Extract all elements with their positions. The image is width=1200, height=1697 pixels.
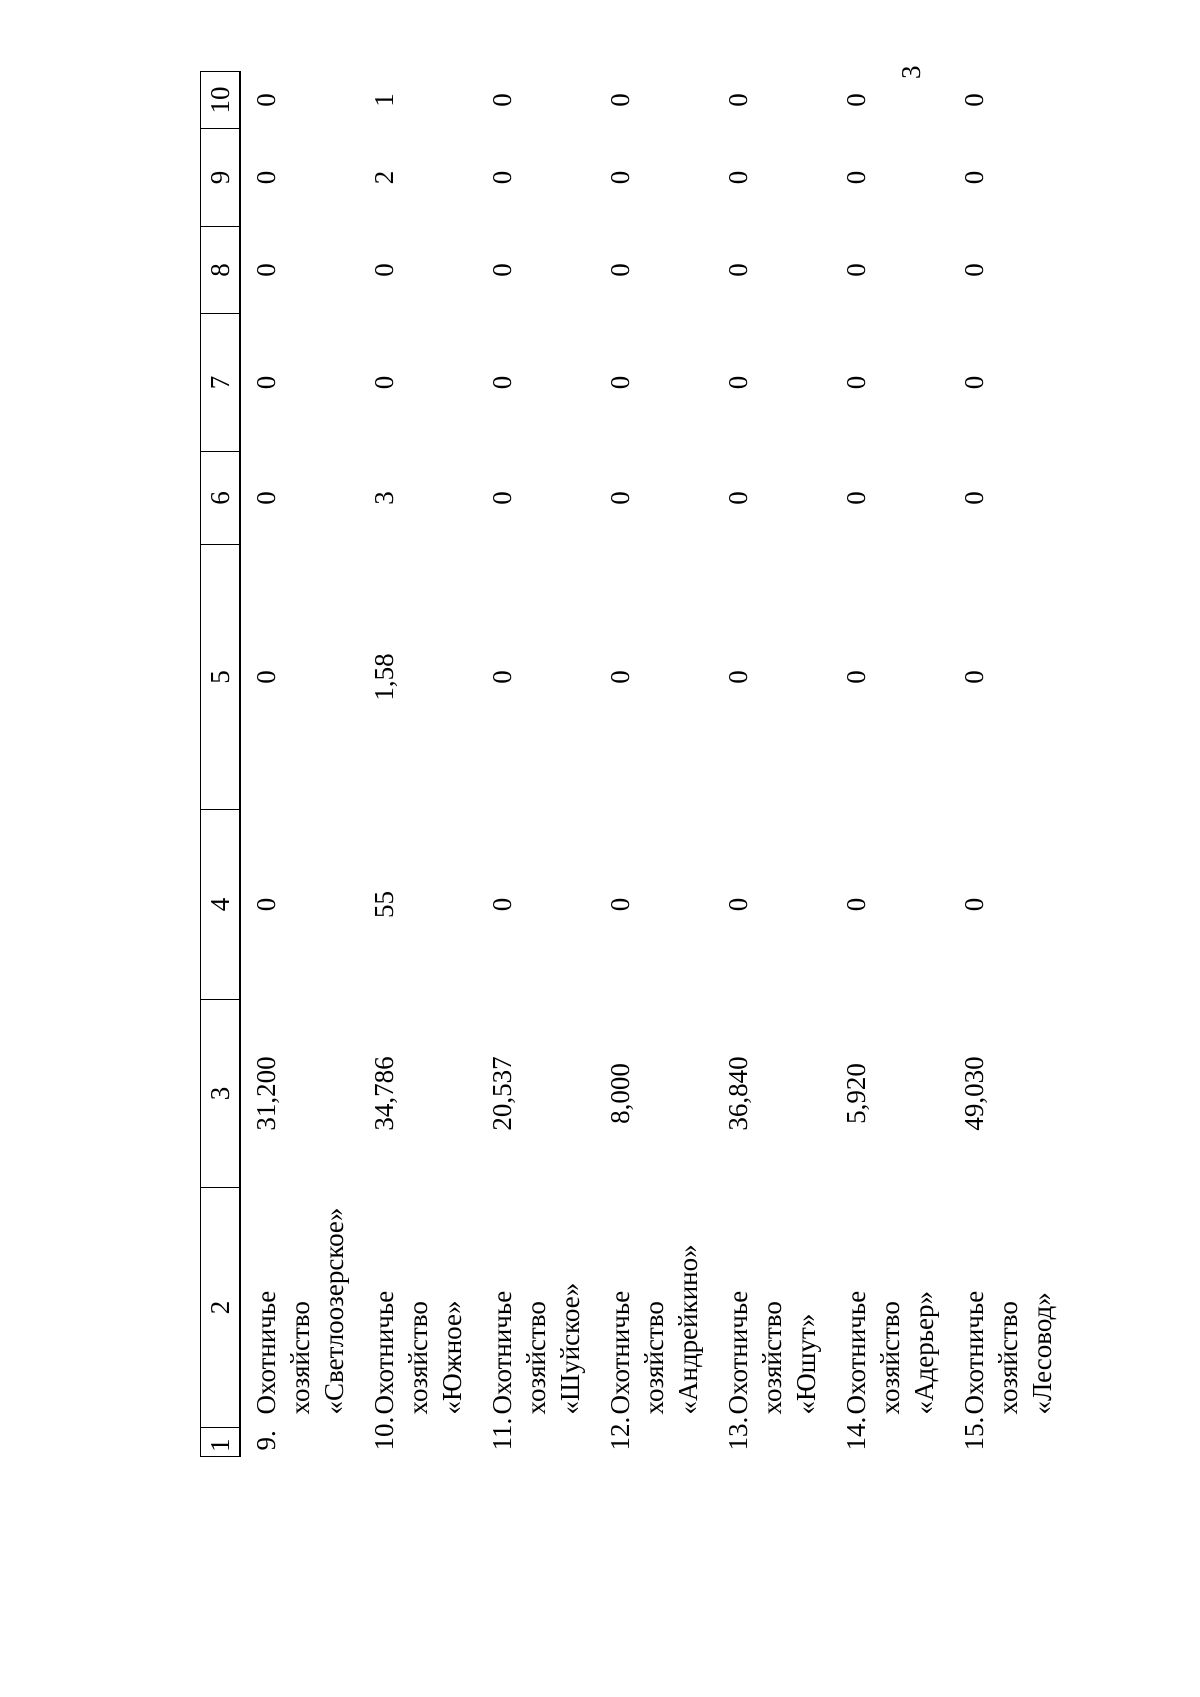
name-line: хозяйство [285,1301,315,1415]
name-line: Охотничье [723,1290,753,1415]
table-cell: 0 [487,375,517,390]
name-line: «Шуйское» [555,1282,585,1415]
table-cell: 0 [487,170,517,185]
table-cell: 0 [959,670,989,684]
name-line: хозяйство [639,1301,669,1415]
name-cell [713,1188,831,1457]
table-cell: 0 [605,491,635,505]
name-line: хозяйство [993,1301,1023,1415]
table-cell: 0 [487,897,517,912]
table-cell: 0 [841,93,871,107]
table-cell: 0 [251,93,281,107]
table-cell: 49,030 [959,1056,989,1131]
name-cell [831,1188,949,1457]
table-cell: 0 [959,897,989,912]
row-number: 10. [369,1416,399,1451]
header-cell: 5 [201,545,241,810]
name-line: «Юшут» [791,1313,821,1415]
header-cell: 3 [201,1000,241,1188]
table-cell: 36,840 [723,1056,753,1131]
row-number: 12. [605,1416,635,1451]
table-cell: 0 [841,170,871,185]
data-table [200,71,1067,1457]
table-cell: 0 [251,263,281,277]
table-cell: 34,786 [369,1056,399,1131]
table-cell: 0 [605,170,635,185]
table-cell: 31,200 [251,1056,281,1131]
name-line: «Южное» [437,1300,467,1415]
table-row [831,72,949,1457]
table-cell: 0 [841,670,871,684]
table-cell: 0 [841,375,871,390]
table-cell: 0 [605,93,635,107]
rotated-table-wrapper [200,72,1057,1457]
table-cell: 0 [841,897,871,912]
name-line: «Андрейкино» [673,1244,703,1415]
table-cell: 20,537 [487,1056,517,1131]
name-line: Охотничье [959,1290,989,1415]
table-cell: 0 [723,375,753,390]
name-line: «Светлоозерское» [319,1207,349,1415]
table-cell: 0 [723,897,753,912]
name-cell [477,1188,595,1457]
table-cell: 0 [369,263,399,277]
header-cell: 10 [201,72,241,129]
name-cell [595,1188,713,1457]
table-row [359,72,477,1457]
page-number: 3 [896,65,926,79]
header-cell: 1 [201,1428,241,1457]
name-line: хозяйство [757,1301,787,1415]
table-cell: 0 [723,491,753,505]
row-number: 13. [723,1416,753,1451]
table-cell: 0 [959,491,989,505]
table-cell: 55 [369,891,399,918]
table-row [949,72,1067,1457]
table-cell: 0 [959,375,989,390]
table-cell: 0 [959,170,989,185]
table-cell: 0 [487,263,517,277]
name-line: Охотничье [251,1290,281,1415]
table-cell: 5,920 [841,1063,871,1124]
table-cell: 0 [487,670,517,684]
row-number: 15. [959,1416,989,1451]
table-cell: 8,000 [605,1063,635,1124]
name-line: Охотничье [369,1290,399,1415]
table-cell: 0 [605,375,635,390]
row-number: 14. [841,1416,871,1451]
table-cell: 0 [605,670,635,684]
table-cell: 0 [841,263,871,277]
table-cell: 0 [251,491,281,505]
header-cell: 2 [201,1188,241,1428]
table-row [595,72,713,1457]
row-number: 11. [487,1417,517,1451]
name-line: Охотничье [841,1290,871,1415]
table-cell: 2 [369,170,399,185]
table-cell: 0 [723,263,753,277]
table-row [713,72,831,1457]
table-cell: 0 [251,670,281,684]
table-body [240,72,1067,1457]
name-cell [949,1188,1067,1457]
header-cell: 8 [201,227,241,314]
table-cell: 1,58 [369,653,399,701]
table-cell: 0 [605,897,635,912]
table-cell: 0 [723,93,753,107]
row-number: 9. [251,1430,281,1451]
table-cell: 0 [251,897,281,912]
table-cell: 0 [487,93,517,107]
header-cell: 6 [201,452,241,545]
name-line: Охотничье [487,1290,517,1415]
table-cell: 0 [841,491,871,505]
table-row [240,72,359,1457]
name-line: хозяйство [403,1301,433,1415]
header-row [201,72,241,1457]
header-cell: 7 [201,314,241,452]
table-cell: 0 [605,263,635,277]
table-cell: 0 [487,491,517,505]
table-cell: 0 [251,375,281,390]
header-cell: 9 [201,129,241,227]
name-line: «Лесовод» [1027,1292,1057,1415]
name-cell [240,1188,359,1457]
table-cell: 0 [251,170,281,185]
table-cell: 0 [959,263,989,277]
table-cell: 0 [723,170,753,185]
table-cell: 0 [959,93,989,107]
name-line: «Адерьер» [909,1290,939,1415]
table-cell: 0 [369,375,399,390]
header-cell: 4 [201,810,241,1000]
table-row [477,72,595,1457]
name-line: хозяйство [875,1301,905,1415]
name-cell [359,1188,477,1457]
name-line: хозяйство [521,1301,551,1415]
table-cell: 0 [723,670,753,684]
table-cell: 3 [369,491,399,505]
table-cell: 1 [369,93,399,107]
name-line: Охотничье [605,1290,635,1415]
